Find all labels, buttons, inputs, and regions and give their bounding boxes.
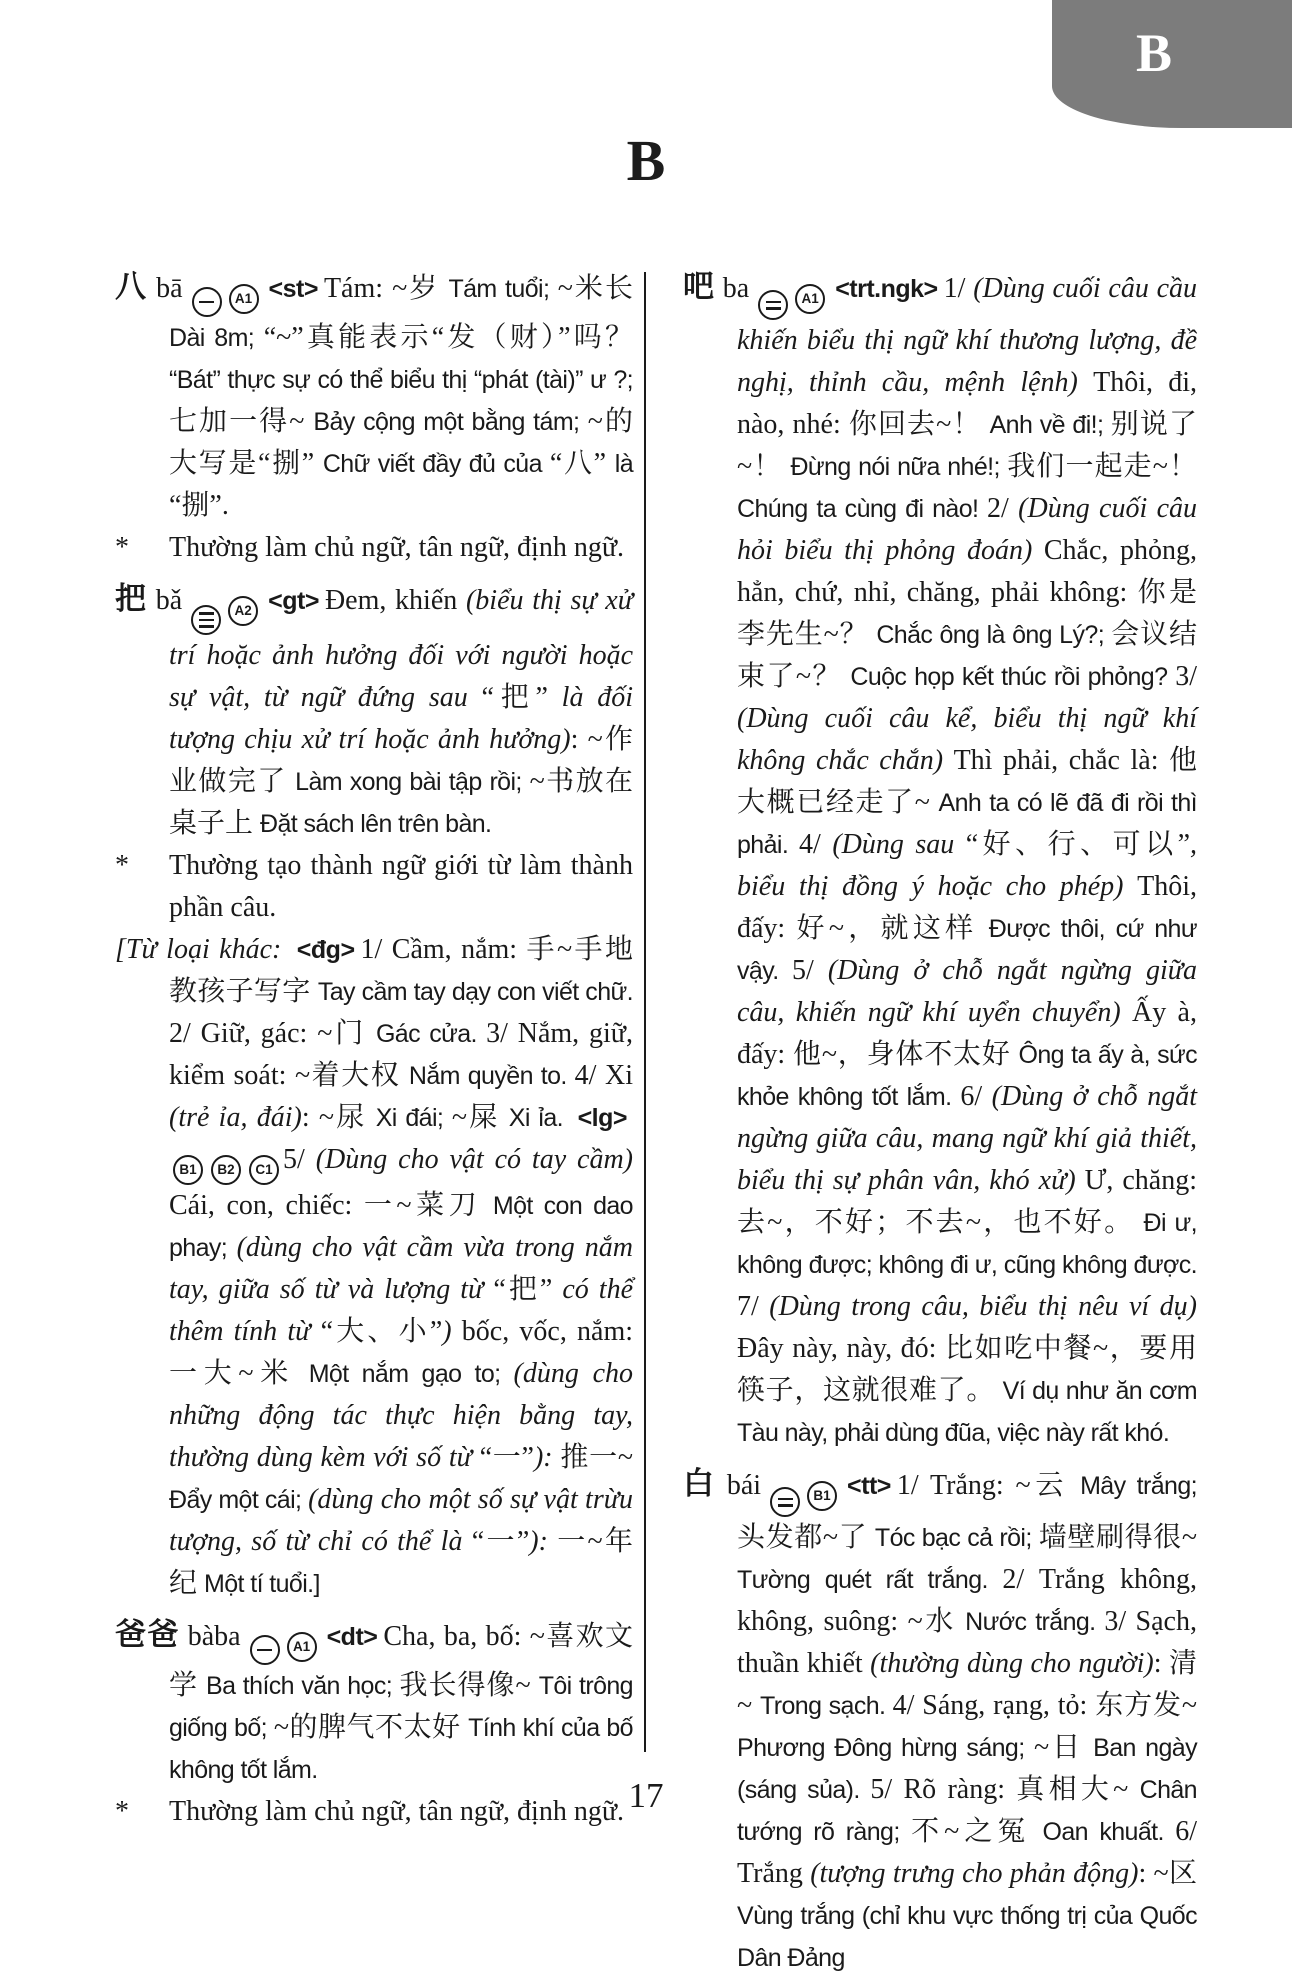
gloss-text: Thường làm chủ ngữ, tân ngữ, định ngữ. — [169, 1795, 625, 1827]
explanation-text: (dùng cho những động tác thực hiện bằng tay, thường dùng kèm với số từ — [169, 1358, 634, 1473]
explanation-text: [Từ loại khác: — [115, 934, 291, 965]
chinese-example: 一~菜刀 — [363, 1190, 493, 1221]
chinese-example: 墙壁刷得很~ — [1038, 1522, 1197, 1553]
gloss-text: bốc, vốc, nắm: — [461, 1316, 634, 1347]
gloss-text: 4/ — [799, 829, 833, 860]
level-badge: A2 — [228, 596, 258, 626]
gloss-text: Tám: — [323, 273, 393, 304]
gloss-text: Thường làm chủ ngữ, tân ngữ, định ngữ. — [169, 531, 625, 563]
example-translation: Một nắm gạo to; — [308, 1360, 514, 1388]
gloss-text: 3/ Sạch, thuần khiết — [737, 1606, 1197, 1679]
gloss-text: 5/ — [283, 1144, 316, 1175]
dictionary-entry — [115, 578, 633, 845]
example-translation: Được thôi, cứ như vậy. — [737, 915, 1197, 985]
chinese-example: ~的脾气不太好 — [273, 1711, 469, 1743]
explanation-text: (thường dùng cho người) — [870, 1648, 1154, 1679]
frequency-circle-icon — [758, 290, 788, 320]
explanation-text: (Dùng trong câu, biểu thị nêu ví dụ) — [769, 1291, 1197, 1322]
chinese-example: “捌”. — [169, 489, 229, 521]
example-translation: Tường quét rất trắng. — [737, 1566, 1003, 1594]
explanation-text: ) — [442, 1316, 462, 1347]
example-translation: Gác cửa. — [375, 1020, 487, 1048]
chinese-example: “一” — [471, 1526, 530, 1557]
chinese-example: ~岁 — [392, 273, 449, 304]
gloss-text: 1/ — [943, 273, 974, 304]
gloss-text: 4/ Sáng, rạng, tỏ: — [892, 1690, 1096, 1721]
gloss-text: Thường tạo thành ngữ giới từ làm thành phần câu. — [169, 850, 633, 923]
explanation-text: (tượng trưng cho phản động) — [810, 1858, 1139, 1889]
example-translation: Chúng ta cùng đi nào! — [737, 495, 988, 523]
chinese-example: 一大~米 — [169, 1358, 309, 1389]
example-translation: Trong sạch. — [760, 1692, 893, 1720]
chinese-example: ~云 — [1015, 1470, 1081, 1501]
example-translation: Mây trắng; — [1080, 1472, 1197, 1500]
note-asterisk: * — [115, 531, 129, 563]
headword: 爸爸 — [115, 1617, 180, 1652]
explanation-text: (Dùng ở chỗ ngắt ngừng giữa câu, khiến ngữ khí uyển chuyển) — [737, 955, 1197, 1028]
gloss-text: Cha, ba, bố: — [383, 1621, 530, 1652]
example-translation: Chắc ông là ông Lý?; — [876, 621, 1112, 649]
chinese-example: 推一~ — [560, 1442, 633, 1473]
note-asterisk: * — [115, 850, 129, 881]
section-tab-letter: B — [1136, 23, 1173, 83]
pos-tag: <trt.ngk> — [835, 275, 938, 303]
gloss-text: Ư, chăng: — [1084, 1165, 1198, 1196]
dictionary-entry — [683, 266, 1197, 1454]
example-translation: Đẩy một cái; — [169, 1486, 309, 1514]
sub-entry — [115, 929, 633, 1605]
gloss-text: 2/ Giữ, gác: — [169, 1018, 318, 1049]
example-translation: Đặt sách lên trên bàn. — [260, 810, 492, 838]
gloss-text: Thôi, đấy: — [737, 871, 1197, 944]
explanation-text: ): — [529, 1526, 558, 1557]
explanation-text: có thể thêm tính từ — [169, 1274, 634, 1347]
chinese-example: 清~ — [737, 1648, 1197, 1721]
chinese-example: “好、行、可以” — [965, 829, 1190, 860]
example-translation: Xi ỉa. — [508, 1104, 572, 1132]
dictionary-entry — [115, 1614, 633, 1791]
chinese-example: 东方发~ — [1095, 1690, 1197, 1721]
chinese-example: ~水 — [907, 1606, 966, 1637]
pinyin: bàba — [187, 1621, 241, 1652]
page-number: 17 — [628, 1776, 664, 1815]
gloss-text: 1/ Trắng: — [896, 1470, 1016, 1501]
pos-tag: <đg> — [296, 936, 355, 964]
example-translation: Tám tuổi; — [448, 275, 558, 303]
gloss-text: 4/ Xi — [574, 1060, 633, 1091]
pinyin: bā — [156, 273, 183, 304]
example-translation: Bảy cộng một bằng tám; — [313, 407, 588, 436]
headword: 白 — [683, 1466, 719, 1501]
section-letter-heading: B — [626, 128, 666, 193]
gloss-text: Thôi, đi, nào, nhé: — [737, 367, 1197, 440]
gloss-text: 2/ — [987, 493, 1019, 524]
chinese-example: 好~，就这样 — [796, 913, 989, 944]
example-translation: Tính khí của bố không tốt lắm. — [169, 1713, 633, 1784]
example-translation: Anh ta có lẽ đã đi rồi thì phải. — [737, 789, 1197, 859]
example-translation: Xi đái; — [375, 1104, 452, 1132]
example-translation: Ông ta ấy à, sức khỏe không tốt lắm. — [737, 1041, 1198, 1111]
chinese-example: ~米长 — [557, 273, 633, 304]
level-badge: A1 — [795, 284, 825, 314]
frequency-circle-icon — [192, 287, 222, 317]
pos-tag: <dt> — [326, 1623, 378, 1651]
pinyin: ba — [722, 273, 750, 304]
explanation-text: (Dùng cho vật có tay cầm) — [315, 1144, 633, 1175]
chinese-example: 别说了~！ — [737, 409, 1197, 482]
pos-tag: <lg> — [577, 1104, 627, 1132]
level-badge: A1 — [229, 284, 259, 314]
example-translation: Phương Đông hừng sáng; — [737, 1734, 1034, 1762]
chinese-example: “八” — [549, 447, 615, 479]
pos-tag: <st> — [268, 275, 318, 303]
example-translation: Tôi trông giống bố; — [169, 1671, 633, 1742]
pinyin: bǎ — [155, 584, 183, 616]
chinese-example: 比如吃中餐~，要用筷子，这就很难了。 — [737, 1333, 1197, 1406]
gloss-text: 6/ — [960, 1081, 992, 1112]
example-translation: Tóc bạc cả rồi; — [874, 1524, 1039, 1552]
pos-tag: <gt> — [268, 586, 319, 615]
example-translation: Chân tướng rõ ràng; — [737, 1776, 1197, 1846]
section-corner-tab — [1052, 0, 1292, 128]
gloss-text: Đem, khiến — [324, 584, 466, 616]
chinese-example: 他~，身体不太好 — [793, 1039, 1019, 1070]
explanation-text: (Dùng ở chỗ ngắt ngừng giữa câu, mang ngữ khí giả thiết, biểu thị sự phân vân, khó xử) — [737, 1081, 1197, 1196]
chinese-example: 头发都~了 — [737, 1522, 875, 1553]
left-column — [115, 266, 633, 1833]
example-translation: Ví dụ như ăn cơm Tàu này, phải dùng đũa, việc này rất khó. — [737, 1377, 1197, 1447]
frequency-circle-icon — [770, 1487, 800, 1517]
chinese-example: ~尿 — [318, 1102, 376, 1133]
gloss-text: 3/ — [1175, 661, 1197, 692]
chinese-example: ~着大权 — [294, 1060, 409, 1091]
level-badge: B2 — [211, 1155, 241, 1185]
chinese-example: ~屎 — [451, 1102, 509, 1133]
chinese-example: 去~，不好；不去~，也不好。 — [737, 1207, 1144, 1238]
gloss-text: Chắc, phỏng, hẳn, chứ, nhỉ, chăng, phải không: — [737, 535, 1198, 608]
pinyin: bái — [726, 1470, 762, 1501]
example-translation: Đừng nói nữa nhé!; — [790, 453, 1008, 481]
frequency-circle-icon — [191, 605, 221, 635]
gloss-text: 6/ Trắng — [737, 1816, 1197, 1889]
example-translation: Tay cầm tay dạy con viết chữ. — [317, 978, 633, 1006]
note-asterisk: * — [115, 1795, 129, 1827]
chinese-example: 你是李先生~？ — [737, 577, 1197, 650]
gloss-text: 7/ — [737, 1291, 770, 1322]
chinese-example: 你回去~！ — [848, 409, 990, 440]
chinese-example: 他大概已经走了~ — [737, 745, 1197, 818]
example-translation: Vùng trắng (chỉ khu vực thống trị của Quốc Dân Đảng — [737, 1902, 1197, 1972]
chinese-example: 真相大~ — [1016, 1774, 1140, 1805]
example-translation: Một con dao phay; — [169, 1192, 633, 1262]
level-badge: C1 — [249, 1155, 279, 1185]
explanation-text: (biểu thị sự xử trí hoặc ảnh hưởng đối với người hoặc sự vật, từ ngữ đứng sau — [169, 584, 634, 713]
chinese-example: 我们一起走~！ — [1007, 451, 1197, 482]
explanation-text: (Dùng cuối câu hỏi biểu thị phỏng đoán) — [737, 493, 1198, 566]
chinese-example: “大、小” — [320, 1316, 443, 1347]
chinese-example: ~门 — [317, 1018, 376, 1049]
explanation-text: (dùng cho vật cầm vừa trong nắm tay, giữa số từ và lượng từ — [169, 1232, 633, 1305]
chinese-example: ~的大写是“捌” — [169, 405, 633, 479]
chinese-example: ~作业做完了 — [169, 724, 633, 797]
chinese-example: 七加一得~ — [169, 405, 314, 437]
gloss-text: : — [570, 724, 588, 755]
column-divider-rule — [644, 272, 646, 1752]
example-translation: Một tí tuổi.] — [204, 1570, 320, 1598]
chinese-example: 不~之冤 — [911, 1816, 1043, 1847]
example-translation: Nắm quyền to. — [408, 1062, 575, 1090]
explanation-text: (Dùng cuối câu cầu khiến biểu thị ngữ khí thương lượng, đề nghị, thỉnh cầu, mệnh lệnh) — [737, 273, 1198, 398]
chinese-example: “~”真能表示“发（财）”吗？ — [263, 321, 633, 353]
chinese-example: “把” — [493, 1274, 563, 1305]
chinese-example: “把” — [481, 682, 562, 713]
explanation-text: (Dùng sau — [832, 829, 966, 860]
pos-tag: <tt> — [847, 1472, 891, 1500]
gloss-text: 2/ Trắng không, không, suông: — [737, 1564, 1197, 1637]
example-translation: Đi ư, không được; không đi ư, cũng không được. — [737, 1209, 1197, 1279]
gloss-text: Ấy à, đấy: — [737, 997, 1197, 1070]
gloss-text: Đây này, này, đó: — [737, 1333, 946, 1364]
chinese-example: 会议结束了~？ — [737, 619, 1197, 692]
headword: 吧 — [683, 269, 715, 304]
explanation-text: là đối tượng chịu xử trí hoặc ảnh hưởng) — [169, 682, 634, 755]
dictionary-entry — [683, 1463, 1197, 1979]
headword: 八 — [115, 269, 149, 304]
gloss-text: Thì phải, chắc là: — [953, 745, 1169, 776]
chinese-example: “一” — [479, 1442, 534, 1473]
chinese-example: 一~年纪 — [169, 1526, 633, 1599]
gloss-text: 1/ Cầm, nắm: — [360, 934, 527, 965]
example-translation: Cuộc họp kết thúc rồi phỏng? — [850, 663, 1176, 691]
gloss-text: Cái, con, chiếc: — [169, 1190, 364, 1221]
example-translation: Nước trắng. — [965, 1608, 1105, 1636]
gloss-text: : — [1153, 1648, 1169, 1679]
gloss-text: : — [301, 1102, 319, 1133]
gloss-text: 5/ — [791, 955, 828, 986]
explanation-text: (dùng cho một số sự vật trừu tượng, số từ chỉ có thể là — [169, 1484, 633, 1557]
chinese-example: ~区 — [1153, 1858, 1197, 1889]
explanation-text: , biểu thị đồng ý hoặc cho phép) — [737, 829, 1197, 902]
chinese-example: ~喜欢文学 — [169, 1621, 633, 1701]
example-translation: Ban ngày (sáng sủa). — [737, 1734, 1197, 1804]
usage-note — [115, 527, 633, 569]
usage-note — [115, 845, 633, 929]
right-column — [683, 266, 1197, 1979]
frequency-circle-icon — [250, 1635, 280, 1665]
gloss-text: 5/ Rõ ràng: — [870, 1774, 1017, 1805]
explanation-text: (trẻ ỉa, đái) — [169, 1102, 302, 1133]
example-translation: Ba thích văn học; — [206, 1671, 400, 1700]
chinese-example: 手~手地教孩子写字 — [169, 934, 633, 1007]
gloss-text: : — [1138, 1858, 1154, 1889]
example-translation: là — [614, 449, 633, 478]
gloss-text: 3/ Nắm, giữ, kiểm soát: — [169, 1018, 633, 1091]
explanation-text: ): — [533, 1442, 561, 1473]
chinese-example: ~书放在桌子上 — [169, 766, 634, 839]
example-translation: Chữ viết đầy đủ của — [322, 449, 550, 478]
chinese-example: ~日 — [1033, 1732, 1094, 1763]
explanation-text: (Dùng cuối câu kể, biểu thị ngữ khí không chắc chắn) — [737, 703, 1197, 776]
example-translation: Dài 8m; — [169, 323, 264, 352]
level-badge: B1 — [173, 1155, 203, 1185]
example-translation: Anh về đi!; — [989, 411, 1111, 439]
dictionary-entry — [115, 266, 633, 527]
chinese-example: 我长得像~ — [399, 1669, 539, 1701]
headword: 把 — [115, 580, 148, 616]
level-badge: B1 — [807, 1481, 837, 1511]
example-translation: Làm xong bài tập rồi; — [295, 768, 530, 796]
example-translation: “Bát” thực sự có thể biểu thị “phát (tài)” ư ?; — [169, 365, 633, 394]
example-translation: Oan khuất. — [1042, 1818, 1176, 1846]
level-badge: A1 — [287, 1632, 317, 1662]
